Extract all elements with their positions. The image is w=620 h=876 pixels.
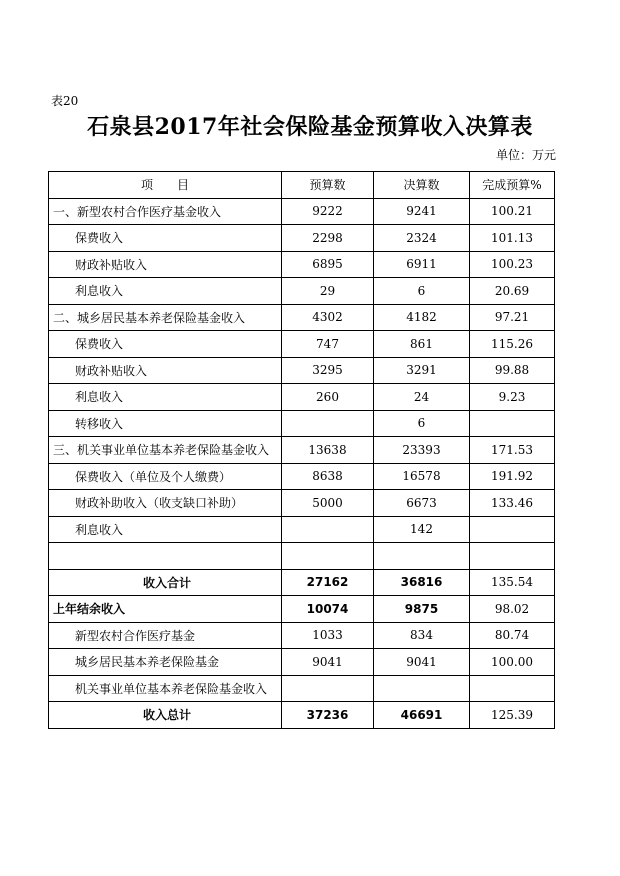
table-row	[49, 278, 555, 305]
table-row	[49, 384, 555, 411]
table-row	[49, 304, 555, 331]
row-budget	[282, 516, 374, 543]
row-actual	[374, 675, 470, 702]
row-pct: 101.13	[470, 225, 555, 252]
row-item: 转移收入	[49, 410, 282, 437]
row-pct: 9.23	[470, 384, 555, 411]
table-row	[49, 251, 555, 278]
table-header-row	[49, 172, 555, 199]
table-row	[49, 490, 555, 517]
table-number: 表20	[51, 94, 79, 108]
row-pct: 80.74	[470, 622, 555, 649]
row-budget: 9041	[282, 649, 374, 676]
row-pct	[470, 675, 555, 702]
row-actual: 6911	[374, 251, 470, 278]
row-item: 财政补贴收入	[49, 251, 282, 278]
row-actual: 2324	[374, 225, 470, 252]
row-budget: 260	[282, 384, 374, 411]
row-item: 利息收入	[49, 278, 282, 305]
table-row	[49, 225, 555, 252]
header-budget: 预算数	[282, 172, 374, 199]
row-actual: 861	[374, 331, 470, 358]
row-actual: 36816	[374, 569, 470, 596]
table-row	[49, 463, 555, 490]
row-budget: 3295	[282, 357, 374, 384]
row-pct	[470, 410, 555, 437]
row-budget: 5000	[282, 490, 374, 517]
row-budget: 9222	[282, 198, 374, 225]
table-row	[49, 622, 555, 649]
row-pct	[470, 543, 555, 570]
table-row	[49, 410, 555, 437]
row-item: 保费收入	[49, 225, 282, 252]
row-budget	[282, 675, 374, 702]
row-pct: 133.46	[470, 490, 555, 517]
table-row	[49, 437, 555, 464]
row-pct: 20.69	[470, 278, 555, 305]
row-actual: 142	[374, 516, 470, 543]
row-pct: 99.88	[470, 357, 555, 384]
row-item: 财政补贴收入	[49, 357, 282, 384]
row-actual: 3291	[374, 357, 470, 384]
row-actual: 834	[374, 622, 470, 649]
row-actual: 23393	[374, 437, 470, 464]
row-budget	[282, 543, 374, 570]
row-budget: 37236	[282, 702, 374, 729]
subtotal-row	[49, 569, 555, 596]
row-item: 新型农村合作医疗基金	[49, 622, 282, 649]
row-actual: 46691	[374, 702, 470, 729]
row-item: 收入总计	[49, 702, 282, 729]
row-item	[49, 543, 282, 570]
table-row	[49, 649, 555, 676]
row-actual: 9875	[374, 596, 470, 623]
row-pct: 125.39	[470, 702, 555, 729]
row-budget: 6895	[282, 251, 374, 278]
row-budget: 2298	[282, 225, 374, 252]
row-item: 二、城乡居民基本养老保险基金收入	[49, 304, 282, 331]
header-item: 项 目	[49, 172, 282, 199]
row-item: 保费收入（单位及个人缴费）	[49, 463, 282, 490]
row-budget: 13638	[282, 437, 374, 464]
row-budget: 4302	[282, 304, 374, 331]
table-row	[49, 516, 555, 543]
table-row	[49, 357, 555, 384]
row-actual	[374, 543, 470, 570]
row-actual: 4182	[374, 304, 470, 331]
row-actual: 9241	[374, 198, 470, 225]
row-pct: 115.26	[470, 331, 555, 358]
row-item: 城乡居民基本养老保险基金	[49, 649, 282, 676]
row-budget: 10074	[282, 596, 374, 623]
row-item: 上年结余收入	[49, 596, 282, 623]
row-actual: 6673	[374, 490, 470, 517]
row-actual: 6	[374, 278, 470, 305]
row-item: 保费收入	[49, 331, 282, 358]
row-pct: 97.21	[470, 304, 555, 331]
table-row	[49, 675, 555, 702]
table-row	[49, 331, 555, 358]
row-item: 一、新型农村合作医疗基金收入	[49, 198, 282, 225]
unit-label: 单位：万元	[495, 148, 556, 162]
row-pct: 100.00	[470, 649, 555, 676]
row-item: 利息收入	[49, 516, 282, 543]
row-item: 机关事业单位基本养老保险基金收入	[49, 675, 282, 702]
row-pct: 100.21	[470, 198, 555, 225]
table-row	[49, 198, 555, 225]
row-item: 财政补助收入（收支缺口补助）	[49, 490, 282, 517]
carryover-row	[49, 596, 555, 623]
row-pct	[470, 516, 555, 543]
row-item: 收入合计	[49, 569, 282, 596]
row-item: 三、机关事业单位基本养老保险基金收入	[49, 437, 282, 464]
header-completion: 完成预算%	[470, 172, 555, 199]
row-actual: 24	[374, 384, 470, 411]
table-row-empty	[49, 543, 555, 570]
row-item: 利息收入	[49, 384, 282, 411]
row-budget: 747	[282, 331, 374, 358]
row-pct: 100.23	[470, 251, 555, 278]
row-pct: 98.02	[470, 596, 555, 623]
grand-total-row	[49, 702, 555, 729]
row-pct: 135.54	[470, 569, 555, 596]
page-title: 石泉县2017年社会保险基金预算收入决算表	[87, 114, 533, 140]
row-actual: 16578	[374, 463, 470, 490]
row-budget: 8638	[282, 463, 374, 490]
row-budget	[282, 410, 374, 437]
row-pct: 171.53	[470, 437, 555, 464]
row-actual: 9041	[374, 649, 470, 676]
row-budget: 29	[282, 278, 374, 305]
budget-table	[48, 171, 555, 729]
header-actual: 决算数	[374, 172, 470, 199]
row-actual: 6	[374, 410, 470, 437]
row-budget: 27162	[282, 569, 374, 596]
row-pct: 191.92	[470, 463, 555, 490]
row-budget: 1033	[282, 622, 374, 649]
